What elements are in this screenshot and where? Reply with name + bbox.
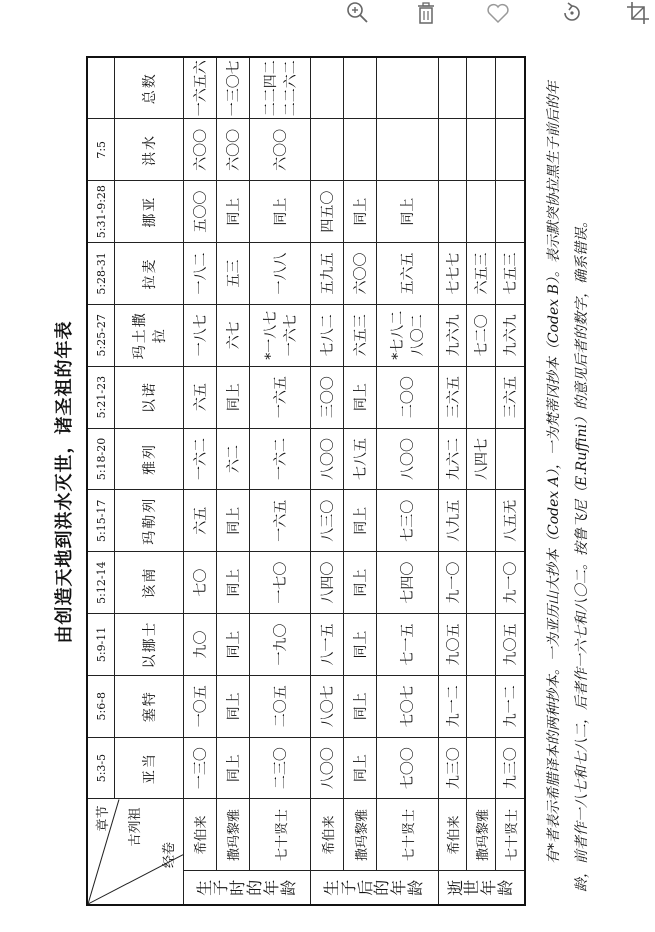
age-cell (438, 181, 467, 243)
age-cell: 同上 (344, 552, 377, 614)
age-cell: 二三〇 (249, 737, 311, 799)
age-cell: 同上 (216, 366, 249, 428)
source-label: 七十贤士 (377, 799, 439, 871)
age-cell: 七三〇 (377, 490, 439, 552)
age-cell: 九一〇 (496, 552, 525, 614)
verse-ref: 5:9-11 (87, 614, 115, 676)
total-column-header: 总数 (115, 57, 184, 119)
verse-ref: 5:25-27 (87, 304, 115, 366)
age-cell: 一六五六 (184, 57, 217, 119)
age-cell: 一八七 (184, 304, 217, 366)
age-cell: 同上 (344, 366, 377, 428)
age-cell: 七八二 (311, 304, 344, 366)
age-cell: 八〇〇 (311, 737, 344, 799)
verse-ref: 5:31-9:28 (87, 181, 115, 243)
age-cell: 同上 (249, 181, 311, 243)
age-cell (344, 57, 377, 119)
age-cell (467, 675, 496, 737)
age-cell: 九一二 (438, 675, 467, 737)
verse-ref: 7:5 (87, 119, 115, 181)
age-cell: 六五三 (467, 243, 496, 305)
age-cell: 同上 (344, 675, 377, 737)
age-cell (377, 119, 439, 181)
age-cell (496, 181, 525, 243)
header-corner (87, 799, 184, 905)
age-cell: 九一〇 (438, 552, 467, 614)
age-cell: 八〇〇 (377, 428, 439, 490)
age-cell: 六〇〇 (249, 119, 311, 181)
age-cell: 同上 (344, 181, 377, 243)
corner-source: 经卷 (162, 841, 177, 868)
age-cell: 六〇〇 (216, 119, 249, 181)
age-cell: 九〇五 (438, 614, 467, 676)
age-cell (311, 119, 344, 181)
source-label: 希伯来 (184, 799, 217, 871)
age-cell: 一六二 (249, 428, 311, 490)
age-cell: 六五 (184, 490, 217, 552)
age-cell: 七八五 (344, 428, 377, 490)
table-row (467, 57, 496, 905)
table-row (377, 57, 439, 905)
table-row (249, 57, 311, 905)
chronology-table (86, 56, 526, 906)
age-cell: 二〇五 (249, 675, 311, 737)
age-cell (467, 737, 496, 799)
age-cell (438, 57, 467, 119)
verse-ref: 5:6-8 (87, 675, 115, 737)
verse-ref: 5:12-14 (87, 552, 115, 614)
age-cell: 一六五 (249, 366, 311, 428)
age-cell: 八一五 (311, 614, 344, 676)
age-cell: 一七〇 (249, 552, 311, 614)
table-row (496, 57, 525, 905)
age-cell: 九三〇 (438, 737, 467, 799)
age-cell: 八四七 (467, 428, 496, 490)
age-cell: 六〇〇 (184, 119, 217, 181)
age-cell (467, 490, 496, 552)
age-cell: 七一五 (377, 614, 439, 676)
age-cell: 同上 (216, 614, 249, 676)
source-label: 七十贤士 (249, 799, 311, 871)
age-cell: 六五 (184, 366, 217, 428)
page-title: 由创造天地到洪水灭世，诸圣祖的年表 (54, 320, 75, 644)
age-cell (496, 119, 525, 181)
age-cell: 九一二 (496, 675, 525, 737)
age-cell: 六五三 (344, 304, 377, 366)
source-label: 希伯来 (438, 799, 467, 871)
age-cell: 七五三 (496, 243, 525, 305)
patriarch-name: 拉麦 (115, 243, 184, 305)
age-cell: 同上 (216, 490, 249, 552)
age-cell: 八三〇 (311, 490, 344, 552)
age-cell: 六〇〇 (344, 243, 377, 305)
group-label-text: 生子时的年龄 (194, 879, 298, 896)
patriarch-name: 以挪士 (115, 614, 184, 676)
age-cell (438, 119, 467, 181)
age-cell: 同上 (377, 181, 439, 243)
header-verse-row (87, 57, 115, 905)
age-cell: *一八七一六七 (249, 304, 311, 366)
age-cell: 同上 (344, 614, 377, 676)
age-cell: 同上 (216, 737, 249, 799)
age-cell (496, 57, 525, 119)
age-cell: 一三〇 (184, 737, 217, 799)
table-body (184, 57, 526, 905)
age-cell: 八〇七 (311, 675, 344, 737)
age-cell: *七八二八〇二 (377, 304, 439, 366)
age-cell: 一八八 (249, 243, 311, 305)
group-label (184, 871, 311, 905)
source-label: 撒玛黎雅 (467, 799, 496, 871)
age-cell: 四五〇 (311, 181, 344, 243)
age-cell: 一六五 (249, 490, 311, 552)
age-cell: 一六二 (184, 428, 217, 490)
age-cell: 七七七 (438, 243, 467, 305)
age-cell: 九〇五 (496, 614, 525, 676)
source-label: 希伯来 (311, 799, 344, 871)
age-cell (467, 366, 496, 428)
age-cell: 一三〇七 (216, 57, 249, 119)
age-cell: 七〇七 (377, 675, 439, 737)
age-cell: 九六九 (496, 304, 525, 366)
patriarch-name: 亚当 (115, 737, 184, 799)
age-cell: 九〇 (184, 614, 217, 676)
patriarch-name: 雅列 (115, 428, 184, 490)
group-label-text: 逝世年龄 (445, 879, 516, 896)
footnote: 有*者表示希腊译本的两种抄本。一为亚历山大抄本（Codex A），一为梵蒂冈抄本（Codex B）。表示默突协拉黑生子前后的年龄，前者作一八七和七八二，后者作一六七和八〇二。按鲁飞尼（E.Ruffini）的意见后者的数字，确系错误。 (546, 81, 590, 892)
patriarch-name: 塞特 (115, 675, 184, 737)
verse-ref: 5:21-23 (87, 366, 115, 428)
age-cell: 二二四二二二六二 (249, 57, 311, 119)
age-cell: 同上 (216, 675, 249, 737)
table-row (344, 57, 377, 905)
age-cell: 五三 (216, 243, 249, 305)
age-cell: 八四〇 (311, 552, 344, 614)
group-label (438, 871, 525, 905)
age-cell (344, 119, 377, 181)
patriarch-name: 该南 (115, 552, 184, 614)
table-row (438, 57, 467, 905)
age-cell: 三六五 (496, 366, 525, 428)
age-cell: 八〇〇 (311, 428, 344, 490)
age-cell: 七二〇 (467, 304, 496, 366)
age-cell: 五九五 (311, 243, 344, 305)
age-cell: 九六九 (438, 304, 467, 366)
age-cell: 七〇〇 (377, 737, 439, 799)
age-cell (467, 181, 496, 243)
age-cell: 七四〇 (377, 552, 439, 614)
age-cell: 七〇 (184, 552, 217, 614)
group-label-text: 生子后的年龄 (322, 879, 425, 896)
age-cell: 一〇五 (184, 675, 217, 737)
age-cell: 六七 (216, 304, 249, 366)
table-row (311, 57, 344, 905)
age-cell (467, 119, 496, 181)
verse-ref: 5:15-17 (87, 490, 115, 552)
age-cell (467, 552, 496, 614)
age-cell: 一八二 (184, 243, 217, 305)
patriarch-name: 挪亚 (115, 181, 184, 243)
verse-ref: 5:28-31 (87, 243, 115, 305)
age-cell (467, 614, 496, 676)
source-label: 撒玛黎雅 (216, 799, 249, 871)
patriarch-name: 玛土撒拉 (115, 304, 184, 366)
age-cell: 九六二 (438, 428, 467, 490)
patriarch-name: 玛勒列 (115, 490, 184, 552)
table-row (184, 57, 217, 905)
age-cell: 同上 (216, 181, 249, 243)
age-cell: 八九五 (438, 490, 467, 552)
age-cell: 三〇〇 (311, 366, 344, 428)
age-cell: 九三〇 (496, 737, 525, 799)
corner-chapter: 章节 (96, 805, 111, 832)
patriarch-name: 以诺 (115, 366, 184, 428)
verse-ref: 5:3-5 (87, 737, 115, 799)
age-cell (467, 57, 496, 119)
age-cell (496, 428, 525, 490)
age-cell (377, 57, 439, 119)
table-row (216, 57, 249, 905)
source-label: 撒玛黎雅 (344, 799, 377, 871)
age-cell (311, 57, 344, 119)
flood-column-header: 洪水 (115, 119, 184, 181)
age-cell: 同上 (344, 490, 377, 552)
age-cell: 三六五 (438, 366, 467, 428)
age-cell: 同上 (344, 737, 377, 799)
age-cell: 二〇〇 (377, 366, 439, 428)
age-cell: 五六五 (377, 243, 439, 305)
age-cell: 五〇〇 (184, 181, 217, 243)
group-label (311, 871, 438, 905)
header-name-row (115, 57, 184, 905)
verse-ref: 5:18-20 (87, 428, 115, 490)
age-cell: 八五无 (496, 490, 525, 552)
age-cell: 一九〇 (249, 614, 311, 676)
verse-ref (87, 57, 115, 119)
age-cell: 六二 (216, 428, 249, 490)
age-cell: 同上 (216, 552, 249, 614)
source-label: 七十贤士 (496, 799, 525, 871)
corner-patriarch: 古列祖 (128, 807, 143, 847)
